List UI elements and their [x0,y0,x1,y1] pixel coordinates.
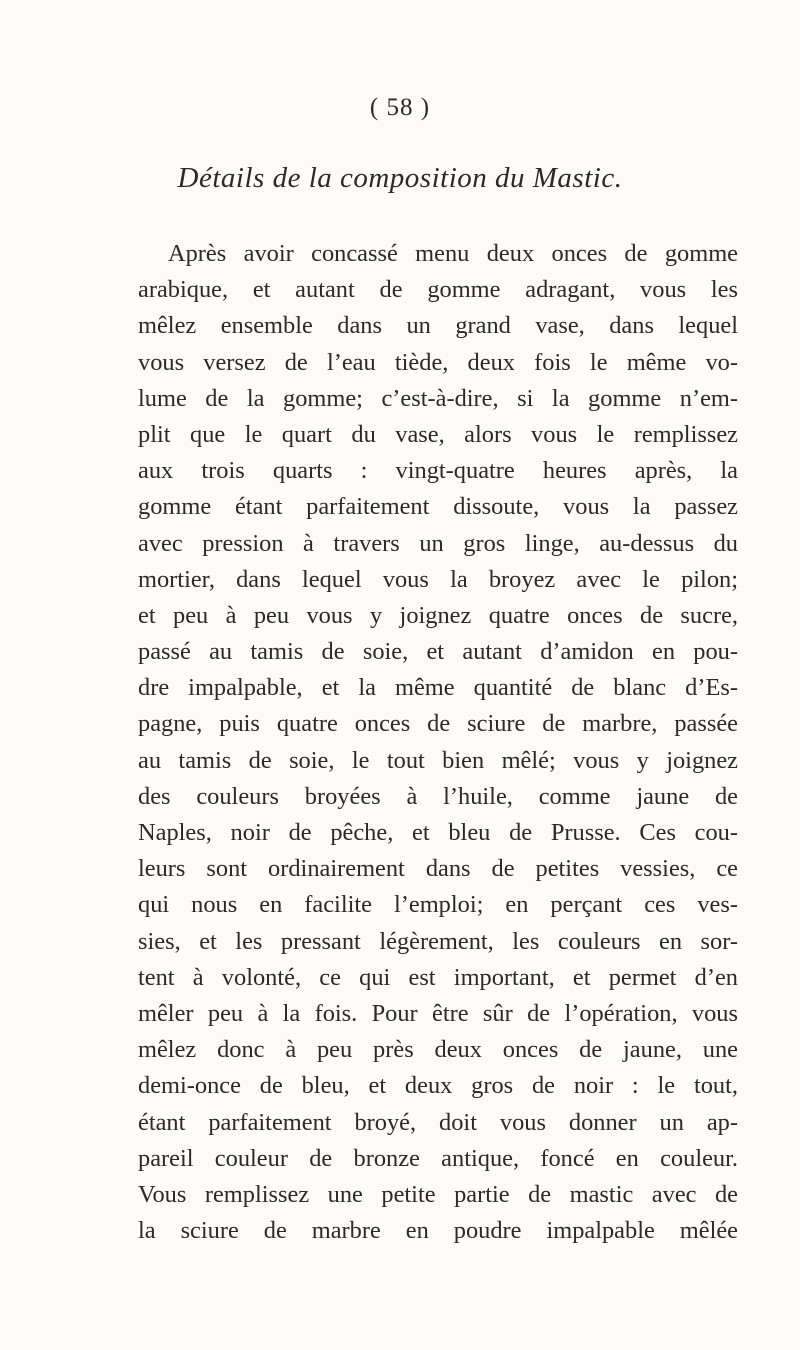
page-number: ( 58 ) [369,94,431,121]
text-line: sies, et les pressant légèrement, les couleurs en sor- [138,927,738,955]
text-line: mêlez ensemble dans un grand vase, dans lequel [138,312,738,340]
text-line: vous versez de l’eau tiède, deux fois le même vo- [138,348,738,376]
text-line: mêler peu à la fois. Pour être sûr de l’opération, vous [138,999,738,1027]
text-line: dre impalpable, et la même quantité de blanc d’Es- [138,674,738,702]
text-line: Naples, noir de pêche, et bleu de Prusse. Ces cou- [138,819,738,846]
text-line: Après avoir concassé menu deux onces de gomme [168,240,738,267]
text-line: gomme étant parfaitement dissoute, vous la passez [138,493,738,521]
text-line: plit que le quart du vase, alors vous le remplissez [138,420,738,448]
text-line: étant parfaitement broyé, doit vous donner un ap- [138,1108,738,1136]
text-line: pareil couleur de bronze antique, foncé en couleur. [138,1144,738,1172]
text-line: et peu à peu vous y joignez quatre onces de sucre, [138,601,738,629]
text-line: leurs sont ordinairement dans de petites vessies, ce [138,855,738,883]
text-line: mortier, dans lequel vous la broyez avec le pilon; [138,565,738,593]
text-line: des couleurs broyées à l’huile, comme jaune de [138,782,738,810]
text-line: lume de la gomme; c’est-à-dire, si la gomme n’em- [138,384,738,412]
text-line: aux trois quarts : vingt-quatre heures après, la [138,457,738,485]
text-line: au tamis de soie, le tout bien mêlé; vous y joignez [138,746,738,774]
text-line: Vous remplissez une petite partie de mastic avec de [138,1180,738,1208]
text-line: passé au tamis de soie, et autant d’amidon en pou- [138,638,738,666]
section-title: Détails de la composition du Mastic. [177,162,623,194]
text-line: pagne, puis quatre onces de sciure de marbre, passée [138,710,738,738]
text-line: avec pression à travers un gros linge, au-dessus du [138,529,738,557]
text-line: mêlez donc à peu près deux onces de jaune, une [138,1036,738,1064]
body-paragraph [138,236,738,1249]
text-line: demi-once de bleu, et deux gros de noir : le tout, [138,1072,738,1100]
text-line: qui nous en facilite l’emploi; en perçant ces ves- [138,891,738,919]
text-line: tent à volonté, ce qui est important, et permet d’en [138,963,738,991]
text-line: la sciure de marbre en poudre impalpable mêlée [138,1217,738,1245]
text-line: arabique, et autant de gomme adragant, vous les [138,276,738,304]
